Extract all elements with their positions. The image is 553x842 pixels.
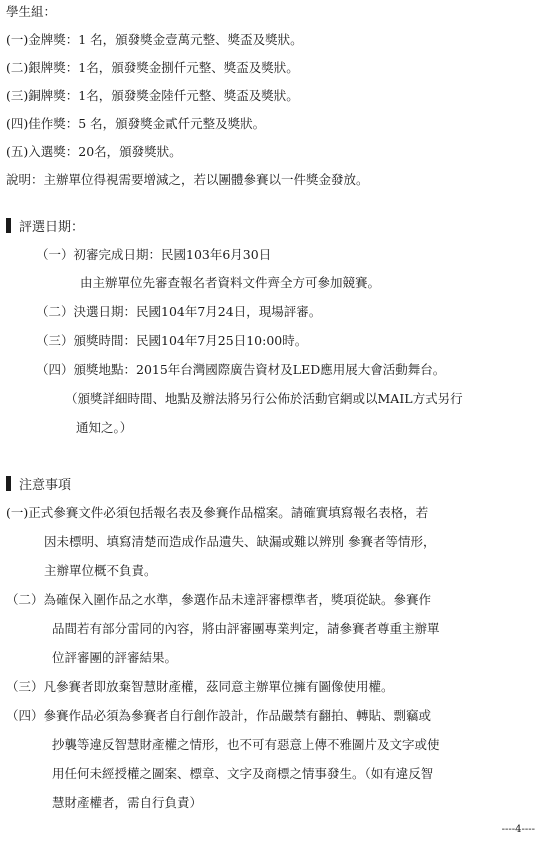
judging-item-2: （二）決選日期：民國104年7月24日，現場評審。 (36, 304, 322, 319)
heading-bar (6, 218, 11, 233)
student-section-title: 學生組： (6, 4, 57, 19)
judging-heading (6, 218, 84, 236)
note-3: （三）凡參賽者即放棄智慧財產權，茲同意主辦單位擁有圖像使用權。 (6, 679, 394, 694)
heading-bar (6, 476, 11, 491)
judging-item-3: （三）頒獎時間：民國104年7月25日10:00時。 (36, 333, 308, 348)
note-2-line-3: 位評審團的評審結果。 (52, 650, 178, 665)
award-honorable: (四)佳作獎：5 名，頒發獎金貳仟元整及獎狀。 (6, 116, 266, 131)
note-4-line-4: 慧財產權者，需自行負責） (52, 795, 203, 810)
note-4-line-1: （四）參賽作品必須為參賽者自行創作設計，作品嚴禁有翻拍、轉貼、剽竊或 (6, 708, 432, 723)
judging-note-line-1: （頒獎詳細時間、地點及辦法將另行公佈於活動官網或以MAIL方式另行 (65, 391, 463, 406)
note-2-line-2: 品間若有部分雷同的內容，將由評審團專業判定，請參賽者尊重主辦單 (52, 621, 440, 636)
award-silver: (二)銀牌獎：1名，頒發獎金捌仟元整、獎盃及獎狀。 (6, 60, 299, 75)
judging-item-1: （一）初審完成日期：民國103年6月30日 (36, 247, 272, 262)
award-selected: (五)入選獎：20名，頒發獎狀。 (6, 144, 182, 159)
student-note: 說明：主辦單位得視需要增減之，若以團體參賽以一件獎金發放。 (6, 172, 369, 187)
note-2-line-1: （二）為確保入圍作品之水準，參選作品未達評審標準者，獎項從缺。參賽作 (6, 592, 432, 607)
note-4-line-3: 用任何未經授權之圖案、標章、文字及商標之情事發生。（如有違反智 (52, 766, 434, 781)
judging-item-1-detail: 由主辦單位先審查報名者資料文件齊全方可參加競賽。 (80, 275, 381, 290)
note-1-line-3: 主辦單位概不負責。 (44, 563, 157, 578)
judging-heading-text: 評選日期： (19, 220, 85, 235)
award-bronze: (三)銅牌獎：1名，頒發獎金陸仟元整、獎盃及獎狀。 (6, 88, 299, 103)
notes-heading (6, 476, 71, 494)
page-number: ----4---- (501, 824, 535, 835)
notes-heading-text: 注意事項 (19, 478, 72, 493)
award-gold: (一)金牌獎：1 名，頒發獎金壹萬元整、獎盃及獎狀。 (6, 32, 303, 47)
note-1-line-1: (一)正式參賽文件必須包括報名表及參賽作品檔案。請確實填寫報名表格，若 (6, 505, 429, 520)
judging-item-4: （四）頒獎地點：2015年台灣國際廣告資材及LED應用展大會活動舞台。 (36, 362, 446, 377)
note-1-line-2: 因未標明、填寫清楚而造成作品遺失、缺漏或難以辨別 參賽者等情形， (44, 534, 436, 549)
judging-note-line-2: 通知之。） (76, 420, 133, 435)
note-4-line-2: 抄襲等違反智慧財產權之情形，也不可有惡意上傳不雅圖片及文字或使 (52, 737, 440, 752)
